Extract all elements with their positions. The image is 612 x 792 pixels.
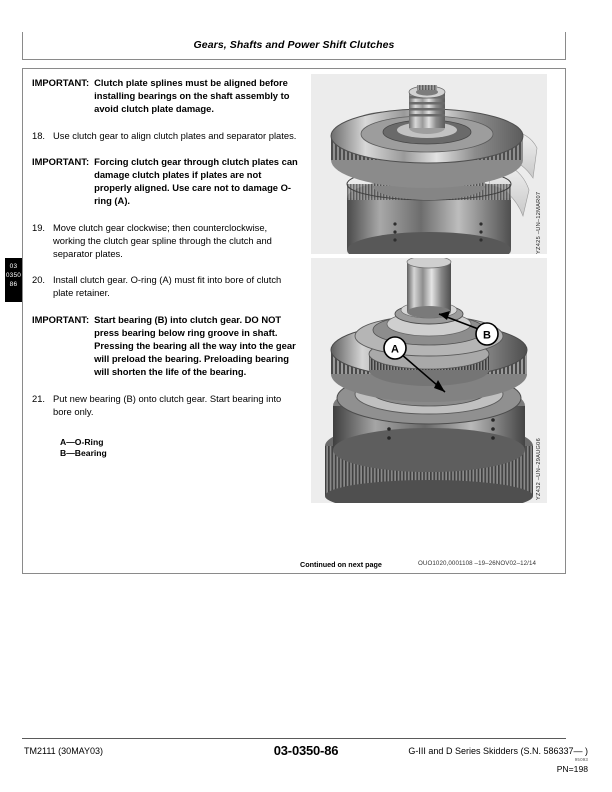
figure-bottom-caption: YZ432 –UN–29AUG06 bbox=[536, 437, 542, 500]
figure-clutch-gear-bearing bbox=[311, 258, 547, 503]
figure-top-caption: YZ425 –UN–12MAR07 bbox=[536, 191, 542, 254]
step-21 bbox=[32, 392, 300, 418]
important-text: Start bearing (B) into clutch gear. DO NOT press bearing below ring groove in shaft. Pressing the bearing all the way into the gear will preload the bearing. Preloading bearing will shorten the life of the bearing. bbox=[94, 313, 296, 378]
section-index-tab bbox=[5, 258, 22, 302]
important-text: Clutch plate splines must be aligned before installing bearings on the shaft assembly to avoid clutch plate damage. bbox=[94, 77, 290, 115]
important-label: IMPORTANT: bbox=[32, 313, 90, 325]
document-control-code: OUO1020,0001108 –19–26NOV02–12/14 bbox=[418, 560, 537, 567]
page-header-title: Gears, Shafts and Power Shift Clutches bbox=[193, 39, 395, 51]
step-18-text: Use clutch gear to align clutch plates and separator plates. bbox=[53, 129, 297, 141]
page-header-box bbox=[22, 32, 566, 60]
figure-top-graphic bbox=[311, 74, 547, 254]
footer-pn-number: PN=198 bbox=[556, 764, 588, 774]
important-label: IMPORTANT: bbox=[32, 155, 90, 167]
continued-on-next-page-note: Continued on next page bbox=[300, 560, 382, 569]
section-tab-line-1: 03 bbox=[9, 263, 18, 270]
section-tab-line-3: 86 bbox=[9, 281, 18, 288]
footer-model-info: G-III and D Series Skidders (S.N. 586337— ) bbox=[408, 746, 588, 756]
step-19 bbox=[32, 221, 300, 261]
figure-clutch-gear-alignment bbox=[311, 74, 547, 254]
step-20 bbox=[32, 273, 300, 299]
footer-manual-id: TM2111 (30MAY03) bbox=[24, 746, 104, 756]
important-label: IMPORTANT: bbox=[32, 77, 90, 88]
step-19-text: Move clutch gear clockwise; then counterclockwise, working the clutch gear spline through the clutch and separator plates. bbox=[53, 221, 272, 260]
section-tab-line-2: 0350 bbox=[5, 272, 22, 279]
callout-a-label: A bbox=[391, 343, 399, 356]
figure-bottom-graphic bbox=[311, 258, 547, 503]
important-text: Forcing clutch gear through clutch plates can damage clutch plates if plates are not properly aligned. Use care not to damage O-ring (A). bbox=[94, 155, 298, 207]
step-18 bbox=[32, 129, 300, 142]
step-21-text: Put new bearing (B) onto clutch gear. Start bearing into bore only. bbox=[53, 392, 282, 417]
step-20-text: Install clutch gear. O-ring (A) must fit into bore of clutch plate retainer. bbox=[53, 274, 282, 299]
footer-divider bbox=[22, 738, 566, 739]
important-note bbox=[32, 313, 300, 379]
important-note bbox=[32, 76, 300, 116]
instruction-text-column bbox=[32, 76, 300, 459]
footer-small-code: 95093 bbox=[574, 757, 588, 762]
callout-b-label: B bbox=[483, 329, 491, 342]
legend-item-b: B—Bearing bbox=[60, 448, 107, 459]
step-20-number: 20. bbox=[32, 274, 46, 286]
step-19-number: 19. bbox=[32, 221, 46, 233]
step-21-number: 21. bbox=[32, 392, 46, 404]
step-18-number: 18. bbox=[32, 129, 46, 141]
important-note bbox=[32, 155, 300, 208]
legend-item-a: A—O-Ring bbox=[60, 437, 104, 448]
footer-page-number: 03-0350-86 bbox=[273, 743, 339, 758]
callout-legend bbox=[60, 437, 300, 459]
